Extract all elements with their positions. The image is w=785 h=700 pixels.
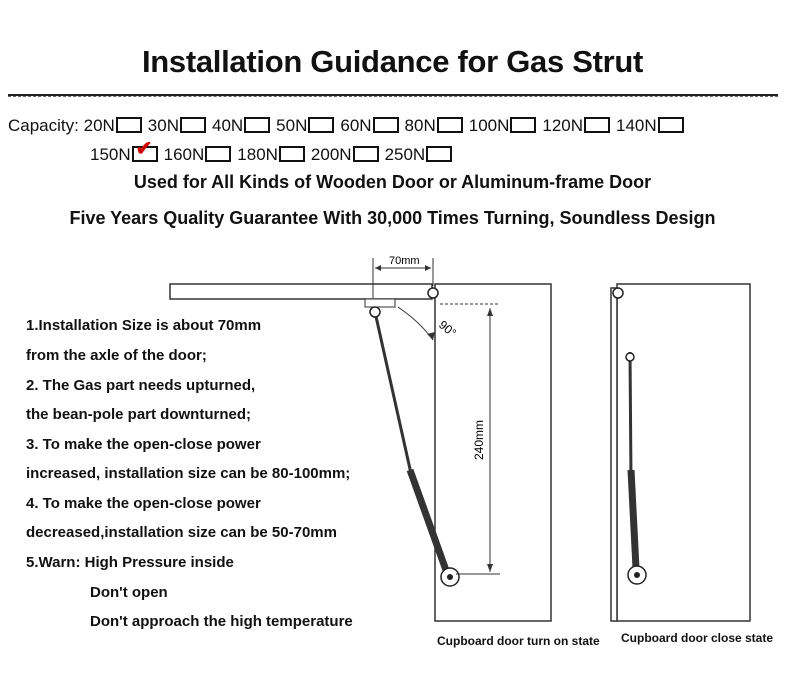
dim-side-arrow-top	[487, 308, 493, 316]
dim-side-arrow-bottom	[487, 564, 493, 572]
closed-door-panel	[611, 288, 617, 621]
closed-strut-bottom-pin	[634, 572, 640, 578]
strut-rod	[375, 312, 412, 478]
instruction-line-10: Don't open	[90, 584, 168, 601]
dim-top-arrow-left	[375, 265, 381, 271]
instruction-line-9: 5.Warn: High Pressure inside	[26, 554, 234, 571]
capacity-option-label: 140N	[616, 116, 657, 135]
instruction-line-11: Don't approach the high temperature	[90, 613, 353, 630]
dim-side-label: 240mm	[472, 419, 486, 460]
instruction-line-1: 1.Installation Size is about 70mm	[26, 317, 262, 334]
top-bracket	[365, 299, 395, 307]
capacity-option-label: 30N	[147, 116, 179, 135]
open-hinge-axle	[428, 288, 438, 298]
capacity-option-label: 100N	[468, 116, 510, 135]
capacity-option-label: 250N	[384, 145, 426, 164]
capacity-option-label: 200N	[310, 145, 352, 164]
open-door-panel	[170, 284, 432, 299]
strut-cylinder	[410, 470, 447, 573]
angle-label: 90°	[436, 317, 459, 340]
instruction-line-8: decreased,installation size can be 50-70mm	[26, 524, 337, 541]
closed-strut-top-joint	[626, 353, 634, 361]
page-title: Installation Guidance for Gas Strut	[141, 44, 644, 79]
capacity-option-label: 80N	[404, 116, 436, 135]
capacity-option-label: 120N	[542, 116, 584, 135]
capacity-option-label: 50N	[276, 116, 308, 135]
capacity-label: Capacity:	[8, 116, 79, 135]
closed-strut-cylinder	[631, 470, 636, 568]
dim-top-arrow-right	[425, 265, 431, 271]
angle-arc	[398, 307, 433, 340]
instruction-line-2: from the axle of the door;	[26, 347, 207, 364]
capacity-option-label: 60N	[340, 116, 372, 135]
closed-strut-rod	[630, 352, 631, 480]
instruction-line-4: the bean-pole part downturned;	[26, 406, 251, 423]
instruction-line-7: 4. To make the open-close power	[26, 495, 261, 512]
closed-hinge-axle	[613, 288, 623, 298]
instruction-line-6: increased, installation size can be 80-100mm;	[26, 465, 351, 482]
capacity-option-label: 150N	[90, 145, 131, 164]
capacity-option-label: 160N	[163, 145, 205, 164]
capacity-option-label: 20N	[83, 116, 115, 135]
caption-close-state: Cupboard door close state	[621, 631, 774, 645]
capacity-option-label: 180N	[237, 145, 278, 164]
caption-open-state: Cupboard door turn on state	[437, 634, 600, 648]
instruction-line-5: 3. To make the open-close power	[26, 436, 261, 453]
guarantee-text: Five Years Quality Guarantee With 30,000 Times Turning, Soundless Design	[69, 208, 716, 228]
strut-top-joint	[370, 307, 380, 317]
capacity-option-label: 40N	[211, 116, 244, 135]
usage-text: Used for All Kinds of Wooden Door or Aluminum-frame Door	[133, 172, 652, 192]
dim-top-label: 70mm	[389, 255, 420, 267]
instruction-line-3: 2. The Gas part needs upturned,	[26, 377, 256, 394]
strut-bottom-pin	[447, 574, 453, 580]
checkmark-icon: ✔	[135, 137, 153, 160]
